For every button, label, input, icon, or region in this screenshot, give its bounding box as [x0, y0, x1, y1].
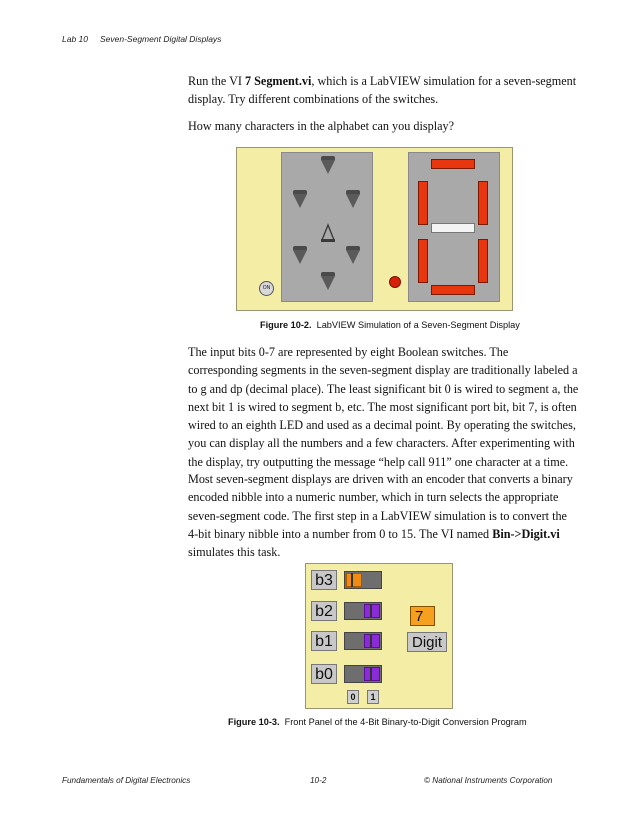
bit-label-b1: b1	[311, 631, 337, 651]
seven-segment-display	[408, 152, 500, 302]
bit-switch-b0[interactable]	[344, 665, 382, 683]
switch-b-toggle[interactable]	[346, 190, 360, 210]
body-paragraph-encoder	[188, 470, 580, 561]
intro-paragraph	[188, 72, 580, 109]
running-header	[62, 34, 221, 44]
vi-name-7segment: 7 Segment.vi	[245, 74, 312, 88]
body-paragraph-switches: The input bits 0-7 are represented by eight Boolean switches. The corresponding segments in the seven-segment display are traditionally labeled a to g and dp (decimal place). The least significant bit 0 is wired to segment a, the next bit 1 is wired to segment b, etc. The most significant port bit, bit 7, is often wired to an eighth LED and used as a decimal point. By operating the switches, you can display all the numbers and a few characters. After experimenting with the display, try outputting the message “help call 911” one character at a time.	[188, 345, 579, 469]
figure-binary-to-digit-panel	[305, 563, 453, 709]
header-lab-number: Lab 10	[62, 34, 88, 44]
footer-page-number: 10-2	[310, 776, 327, 785]
segment-b	[478, 181, 488, 225]
switch-f-toggle[interactable]	[293, 190, 307, 210]
switch-d-toggle[interactable]	[321, 272, 335, 292]
figure-10-2-number: Figure 10-2.	[260, 320, 312, 330]
switch-scale-one: 1	[367, 690, 379, 704]
header-title: Seven-Segment Digital Displays	[100, 34, 222, 44]
footer-book-title: Fundamentals of Digital Electronics	[62, 776, 191, 785]
bit-label-b0: b0	[311, 664, 337, 684]
segment-f	[418, 181, 428, 225]
segment-g	[431, 223, 475, 233]
vi-name-bin-digit: Bin->Digit.vi	[492, 526, 560, 541]
switch-g-toggle[interactable]	[320, 223, 336, 243]
segment-d	[431, 285, 475, 295]
bit-switch-b3[interactable]	[344, 571, 382, 589]
figure-10-2-title: LabVIEW Simulation of a Seven-Segment Display	[316, 320, 520, 330]
decimal-point-led	[389, 276, 401, 288]
bit-switch-b1[interactable]	[344, 632, 382, 650]
body2-suffix: simulates this task.	[188, 545, 281, 560]
switch-c-toggle[interactable]	[346, 246, 360, 266]
digit-indicator-label: Digit	[407, 632, 447, 652]
figure-10-3-title: Front Panel of the 4-Bit Binary-to-Digit Conversion Program	[284, 717, 527, 727]
bit-switch-b2[interactable]	[344, 602, 382, 620]
switch-scale-zero: 0	[347, 690, 359, 704]
digit-indicator-value: 7	[410, 606, 435, 626]
figure-10-3-caption	[228, 717, 527, 727]
intro-question: How many characters in the alphabet can you display?	[188, 119, 454, 133]
switch-e-toggle[interactable]	[293, 246, 307, 266]
bit-label-b3: b3	[311, 570, 337, 590]
intro-run-prefix: Run the VI	[188, 74, 245, 88]
segment-c	[478, 239, 488, 283]
footer-copyright: © National Instruments Corporation	[424, 776, 553, 785]
figure-seven-segment-simulation	[236, 147, 513, 311]
switch-panel	[281, 152, 373, 302]
bit-label-b2: b2	[311, 601, 337, 621]
switch-a-toggle[interactable]	[321, 156, 335, 176]
intro-run-suffix: , which is a LabVIEW simulation for a seven-segment display. Try different combinations of the switches.	[188, 74, 577, 107]
figure-10-3-number: Figure 10-3.	[228, 717, 280, 727]
body2-text: Most seven-segment displays are driven with an encoder that converts a binary encoded nibble into a numeric number, which in turn selects the appropriate seven-segment code. The first step in a LabVIEW simulation is to convert the 4-bit binary nibble into a number from 0 to 15. The VI named	[188, 472, 573, 541]
figure-10-2-caption	[260, 320, 520, 330]
segment-e	[418, 239, 428, 283]
segment-a	[431, 159, 475, 169]
on-button[interactable]: ON	[259, 281, 274, 296]
